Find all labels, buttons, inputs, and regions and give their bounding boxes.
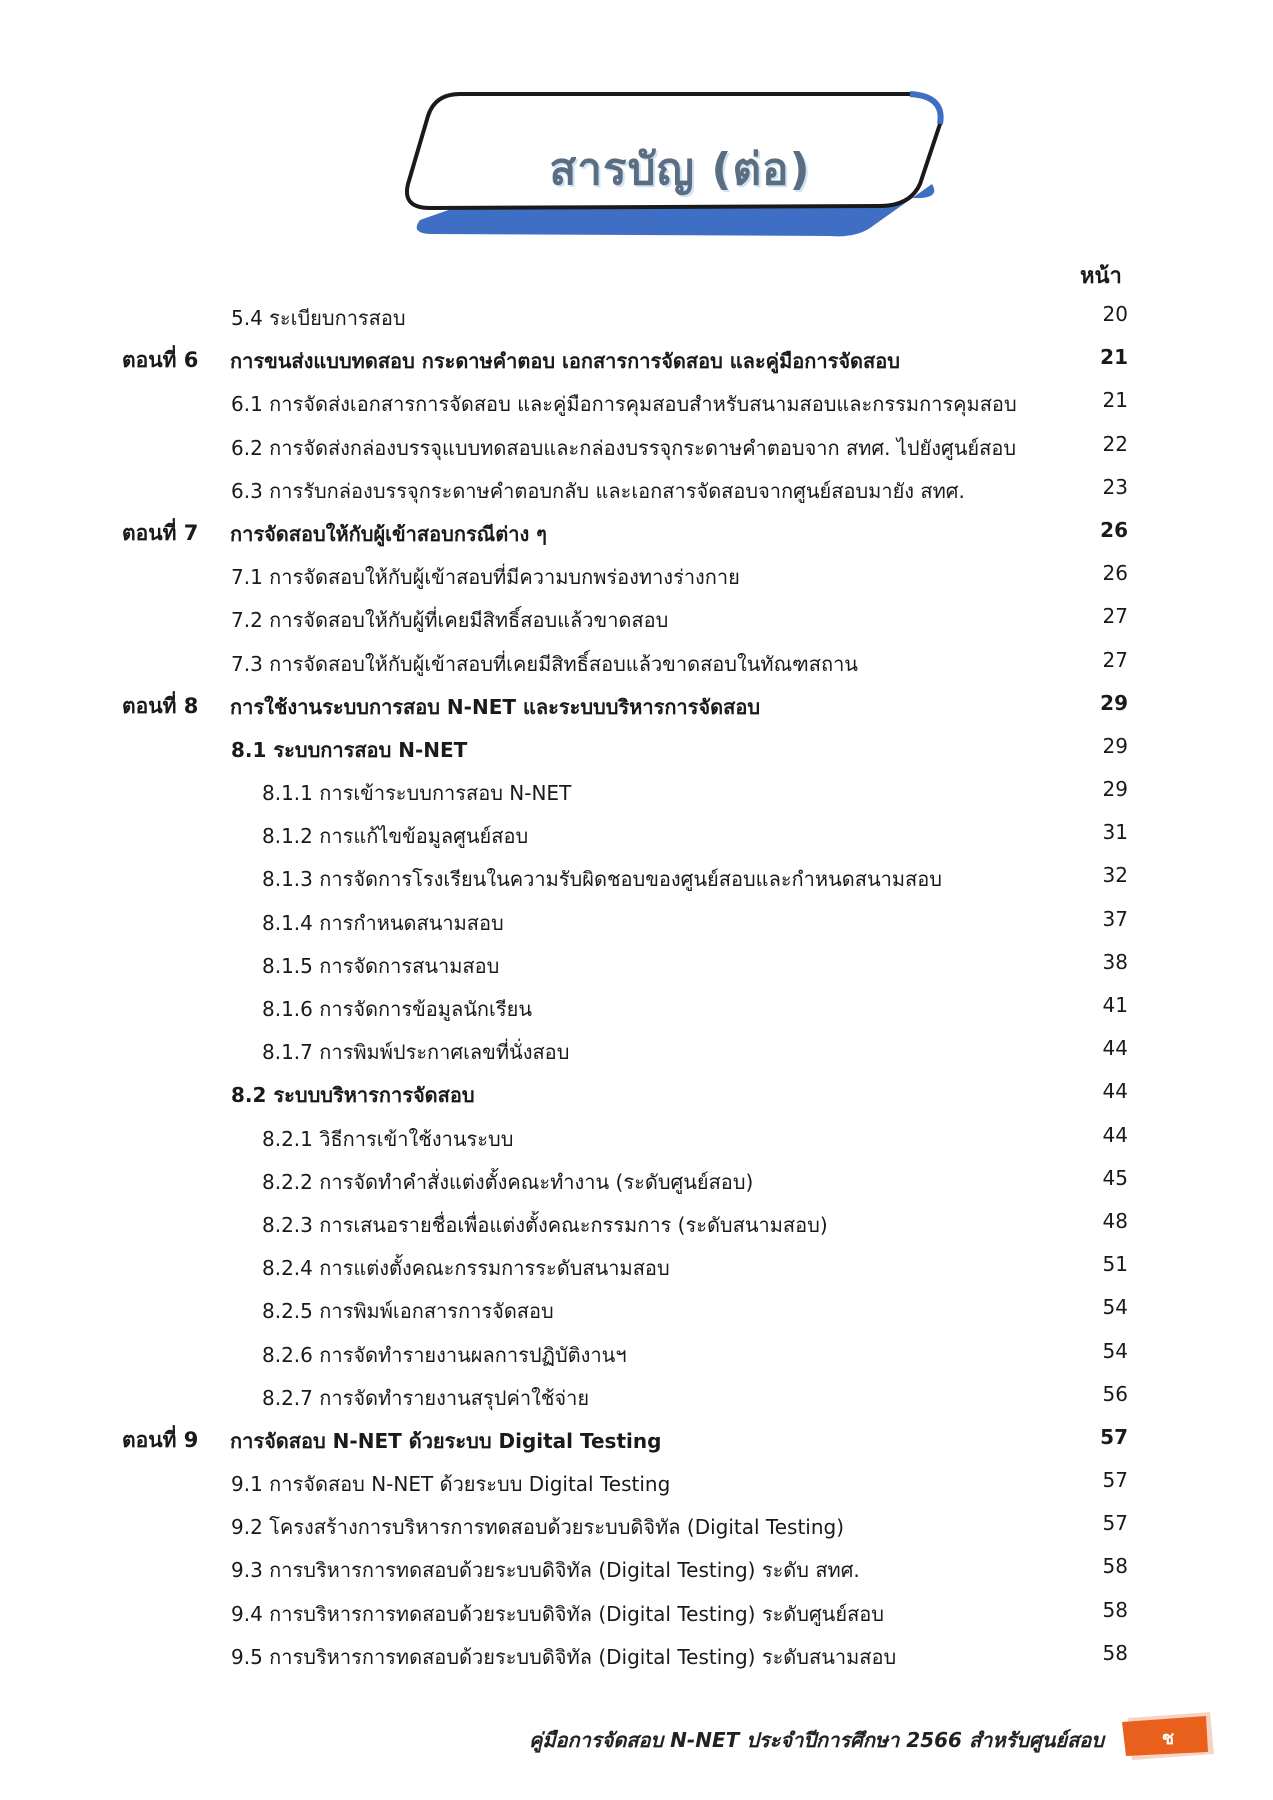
toc-row [0, 336, 1273, 379]
toc-entry-title: 8.1.6 การจัดการข้อมูลนักเรียน [262, 997, 532, 1021]
toc-page-number: 51 [1102, 1252, 1128, 1277]
toc-page-number: 29 [1102, 733, 1128, 758]
page-number: ช [1161, 1728, 1175, 1749]
toc-page-number: 37 [1102, 906, 1128, 931]
toc-page-number: 57 [1100, 1424, 1128, 1449]
toc-page-number: 20 [1102, 302, 1128, 326]
toc-page-number: 58 [1102, 1597, 1128, 1622]
toc-page-number: 38 [1102, 949, 1128, 974]
toc-entry-title: 6.3 การรับกล่องบรรจุกระดาษคำตอบกลับ และเอกสารจัดสอบจากศูนย์สอบมายัง สทศ. [231, 478, 965, 503]
toc-row [0, 984, 1273, 1027]
toc-entry-title: 8.1.2 การแก้ไขข้อมูลศูนย์สอบ [262, 824, 529, 849]
toc-row [0, 1330, 1273, 1373]
toc-page-number: 27 [1102, 604, 1128, 629]
toc-row [0, 293, 1273, 336]
toc-row [0, 1200, 1273, 1243]
toc-row [0, 1502, 1273, 1545]
page-number-badge [1118, 1710, 1218, 1762]
toc-entry-title: 9.4 การบริหารการทดสอบด้วยระบบดิจิทัล (Digital Testing) ระดับศูนย์สอบ [231, 1601, 884, 1626]
toc-row [0, 682, 1273, 725]
toc-page-number: 44 [1102, 1122, 1128, 1147]
toc-part-label: ตอนที่ 9 [122, 1427, 199, 1452]
toc-row [0, 1114, 1273, 1157]
toc-row [0, 509, 1273, 552]
toc-entry-title: 9.2 โครงสร้างการบริหารการทดสอบด้วยระบบดิจิทัล (Digital Testing) [231, 1515, 845, 1540]
toc-page-number: 57 [1102, 1468, 1128, 1493]
toc-part-label: ตอนที่ 7 [122, 520, 199, 545]
toc-page-number: 48 [1102, 1208, 1128, 1233]
toc-entry-title: 8.2.5 การพิมพ์เอกสารการจัดสอบ [262, 1299, 554, 1324]
toc-row [0, 595, 1273, 638]
toc-entry-title: 7.3 การจัดสอบให้กับผู้เข้าสอบที่เคยมีสิทธิ์สอบแล้วขาดสอบในทัณฑสถาน [231, 651, 858, 676]
toc-row [0, 1545, 1273, 1588]
toc-row [0, 1632, 1273, 1675]
toc-row [0, 379, 1273, 422]
toc-page-number: 29 [1102, 777, 1128, 802]
toc-entry-title: 8.1.1 การเข้าระบบการสอบ N-NET [262, 781, 572, 806]
toc-entry-title: 7.1 การจัดสอบให้กับผู้เข้าสอบที่มีความบกพร่องทางร่างกาย [231, 565, 740, 590]
toc-entry-title: 8.2 ระบบบริหารการจัดสอบ [231, 1083, 475, 1108]
toc-page-number: 58 [1102, 1554, 1128, 1579]
toc-entry-title: 9.5 การบริหารการทดสอบด้วยระบบดิจิทัล (Digital Testing) ระดับสนามสอบ [231, 1644, 897, 1669]
toc-page-number: 31 [1102, 820, 1128, 845]
table-of-contents [0, 293, 1273, 1675]
toc-entry-title: 6.1 การจัดส่งเอกสารการจัดสอบ และคู่มือการคุมสอบสำหรับสนามสอบและกรรมการคุมสอบ [231, 392, 1017, 417]
toc-page-number: 32 [1102, 863, 1128, 888]
toc-row [0, 639, 1273, 682]
toc-row [0, 941, 1273, 984]
toc-page-number: 44 [1102, 1079, 1128, 1104]
toc-row [0, 811, 1273, 854]
toc-entry-title: 8.1.3 การจัดการโรงเรียนในความรับผิดชอบของศูนย์สอบและกำหนดสนามสอบ [262, 867, 942, 892]
toc-part-label: ตอนที่ 6 [122, 348, 199, 373]
toc-page-number: 27 [1102, 647, 1128, 672]
toc-entry-title: 5.4 ระเบียบการสอบ [231, 306, 406, 330]
toc-entry-title: 8.2.3 การเสนอรายชื่อเพื่อแต่งตั้งคณะกรรมการ (ระดับสนามสอบ) [262, 1212, 828, 1237]
toc-row [0, 1286, 1273, 1329]
toc-row [0, 1157, 1273, 1200]
toc-page-number: 54 [1102, 1338, 1128, 1363]
toc-row [0, 854, 1273, 897]
toc-entry-title: 8.1.7 การพิมพ์ประกาศเลขที่นั่งสอบ [262, 1040, 570, 1065]
toc-entry-title: การจัดสอบ N-NET ด้วยระบบ Digital Testing [230, 1428, 662, 1453]
toc-entry-title: 8.2.2 การจัดทำคำสั่งแต่งตั้งคณะทำงาน (ระดับศูนย์สอบ) [262, 1169, 754, 1194]
toc-page-number: 44 [1102, 1036, 1128, 1061]
toc-row [0, 898, 1273, 941]
title-banner [400, 88, 960, 238]
toc-entry-title: 8.1.4 การกำหนดสนามสอบ [262, 910, 504, 935]
toc-row [0, 768, 1273, 811]
toc-page-number: 41 [1102, 993, 1128, 1017]
toc-page-number: 56 [1102, 1381, 1128, 1406]
toc-part-label: ตอนที่ 8 [122, 693, 199, 718]
toc-page-number: 21 [1100, 345, 1128, 370]
toc-entry-title: 9.3 การบริหารการทดสอบด้วยระบบดิจิทัล (Digital Testing) ระดับ สทศ. [231, 1558, 860, 1583]
toc-page-number: 26 [1100, 517, 1128, 542]
toc-entry-title: 8.2.6 การจัดทำรายงานผลการปฏิบัติงานฯ [262, 1342, 627, 1367]
toc-entry-title: 6.2 การจัดส่งกล่องบรรจุแบบทดสอบและกล่องบรรจุกระดาษคำตอบจาก สทศ. ไปยังศูนย์สอบ [231, 435, 1017, 460]
toc-row [0, 1589, 1273, 1632]
toc-row [0, 1070, 1273, 1113]
toc-entry-title: 8.1.5 การจัดการสนามสอบ [262, 953, 500, 978]
page-title: สารบัญ (ต่อ) [549, 144, 811, 195]
toc-entry-title: 8.2.7 การจัดทำรายงานสรุปค่าใช้จ่าย [262, 1385, 590, 1410]
toc-page-number: 58 [1102, 1640, 1128, 1665]
toc-row [0, 1373, 1273, 1416]
toc-row [0, 1243, 1273, 1286]
toc-entry-title: การใช้งานระบบการสอบ N-NET และระบบบริหารการจัดสอบ [230, 694, 761, 719]
toc-entry-title: 7.2 การจัดสอบให้กับผู้ที่เคยมีสิทธิ์สอบแล้วขาดสอบ [231, 608, 669, 633]
toc-entry-title: 8.2.1 วิธีการเข้าใช้งานระบบ [262, 1126, 514, 1151]
footer-title: คู่มือการจัดสอบ N-NET ประจำปีการศึกษา 2566 สำหรับศูนย์สอบ [528, 1728, 1104, 1752]
toc-row [0, 1027, 1273, 1070]
toc-entry-title: การขนส่งแบบทดสอบ กระดาษคำตอบ เอกสารการจัดสอบ และคู่มือการจัดสอบ [230, 349, 900, 374]
toc-row [0, 552, 1273, 595]
toc-page-number: 45 [1102, 1165, 1128, 1190]
toc-page-number: 57 [1102, 1511, 1128, 1536]
toc-row [0, 1416, 1273, 1459]
toc-page-number: 54 [1102, 1295, 1128, 1320]
toc-row [0, 423, 1273, 466]
toc-row [0, 725, 1273, 768]
toc-page-number: 21 [1102, 388, 1128, 413]
toc-page-number: 29 [1100, 690, 1128, 715]
toc-page-number: 26 [1102, 561, 1128, 586]
toc-entry-title: 8.1 ระบบการสอบ N-NET [231, 737, 468, 762]
toc-entry-title: 9.1 การจัดสอบ N-NET ด้วยระบบ Digital Testing [231, 1472, 671, 1497]
toc-page-number: 22 [1102, 431, 1128, 456]
toc-row [0, 466, 1273, 509]
toc-entry-title: 8.2.4 การแต่งตั้งคณะกรรมการระดับสนามสอบ [262, 1256, 670, 1281]
toc-page-number: 23 [1102, 474, 1128, 499]
page-column-label: หน้า [1080, 264, 1122, 289]
toc-entry-title: การจัดสอบให้กับผู้เข้าสอบกรณีต่าง ๆ [230, 521, 547, 546]
toc-row [0, 1459, 1273, 1502]
